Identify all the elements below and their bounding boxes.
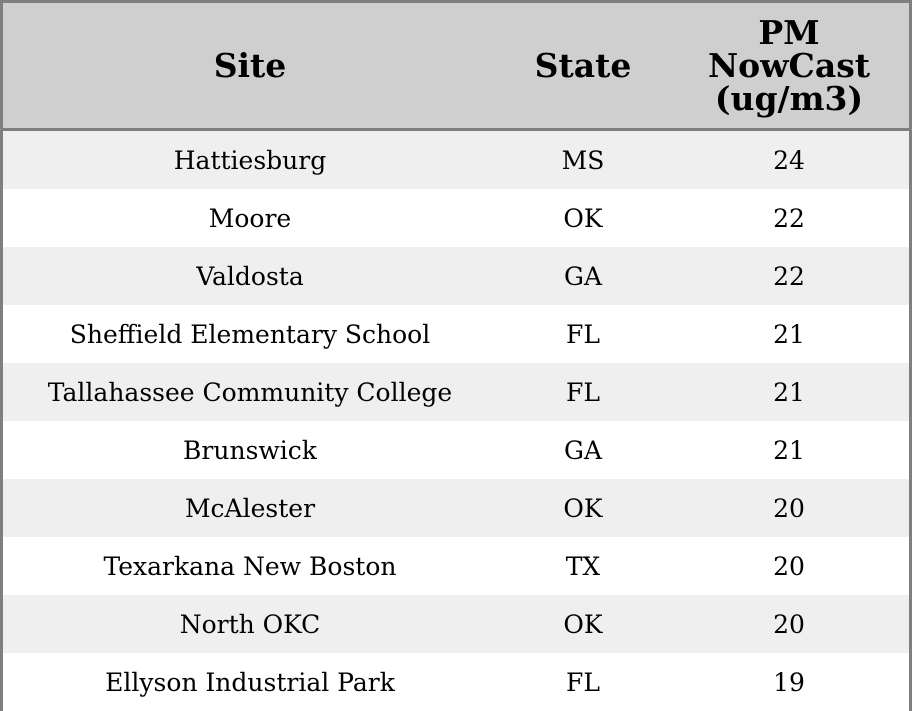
cell-pm: 21	[669, 363, 909, 421]
table-row	[3, 189, 909, 247]
cell-pm: 22	[669, 189, 909, 247]
table-body	[3, 130, 909, 711]
table-row	[3, 479, 909, 537]
table-row	[3, 595, 909, 653]
cell-site: Brunswick	[3, 421, 497, 479]
cell-site: Texarkana New Boston	[3, 537, 497, 595]
cell-site: Ellyson Industrial Park	[3, 653, 497, 711]
pm-nowcast-table	[3, 3, 909, 711]
cell-state: FL	[497, 305, 669, 363]
table-row	[3, 305, 909, 363]
table-row	[3, 247, 909, 305]
header-state-label: State	[534, 46, 632, 85]
cell-pm: 21	[669, 421, 909, 479]
header-state	[497, 3, 669, 130]
table-row	[3, 130, 909, 190]
cell-state: MS	[497, 130, 669, 190]
cell-pm: 19	[669, 653, 909, 711]
cell-state: FL	[497, 363, 669, 421]
header-pm-line-2: NowCast	[707, 46, 871, 85]
header-site	[3, 3, 497, 130]
cell-state: GA	[497, 247, 669, 305]
table-row	[3, 653, 909, 711]
cell-site: North OKC	[3, 595, 497, 653]
cell-site: McAlester	[3, 479, 497, 537]
cell-site: Tallahassee Community College	[3, 363, 497, 421]
header-pm-line-3: (ug/m3)	[714, 79, 864, 118]
cell-state: FL	[497, 653, 669, 711]
table-row	[3, 537, 909, 595]
table-row	[3, 363, 909, 421]
table-header	[3, 3, 909, 130]
cell-state: OK	[497, 479, 669, 537]
header-row	[3, 3, 909, 130]
cell-site: Valdosta	[3, 247, 497, 305]
cell-pm: 21	[669, 305, 909, 363]
header-pm-line-1: PM	[758, 13, 820, 52]
cell-pm: 20	[669, 479, 909, 537]
header-site-label: Site	[213, 46, 287, 85]
cell-state: OK	[497, 189, 669, 247]
cell-state: OK	[497, 595, 669, 653]
cell-pm: 20	[669, 537, 909, 595]
cell-site: Sheffield Elementary School	[3, 305, 497, 363]
table-row	[3, 421, 909, 479]
cell-site: Hattiesburg	[3, 130, 497, 190]
header-pm-nowcast	[669, 3, 909, 130]
cell-pm: 20	[669, 595, 909, 653]
cell-pm: 24	[669, 130, 909, 190]
cell-pm: 22	[669, 247, 909, 305]
cell-state: GA	[497, 421, 669, 479]
cell-site: Moore	[3, 189, 497, 247]
cell-state: TX	[497, 537, 669, 595]
